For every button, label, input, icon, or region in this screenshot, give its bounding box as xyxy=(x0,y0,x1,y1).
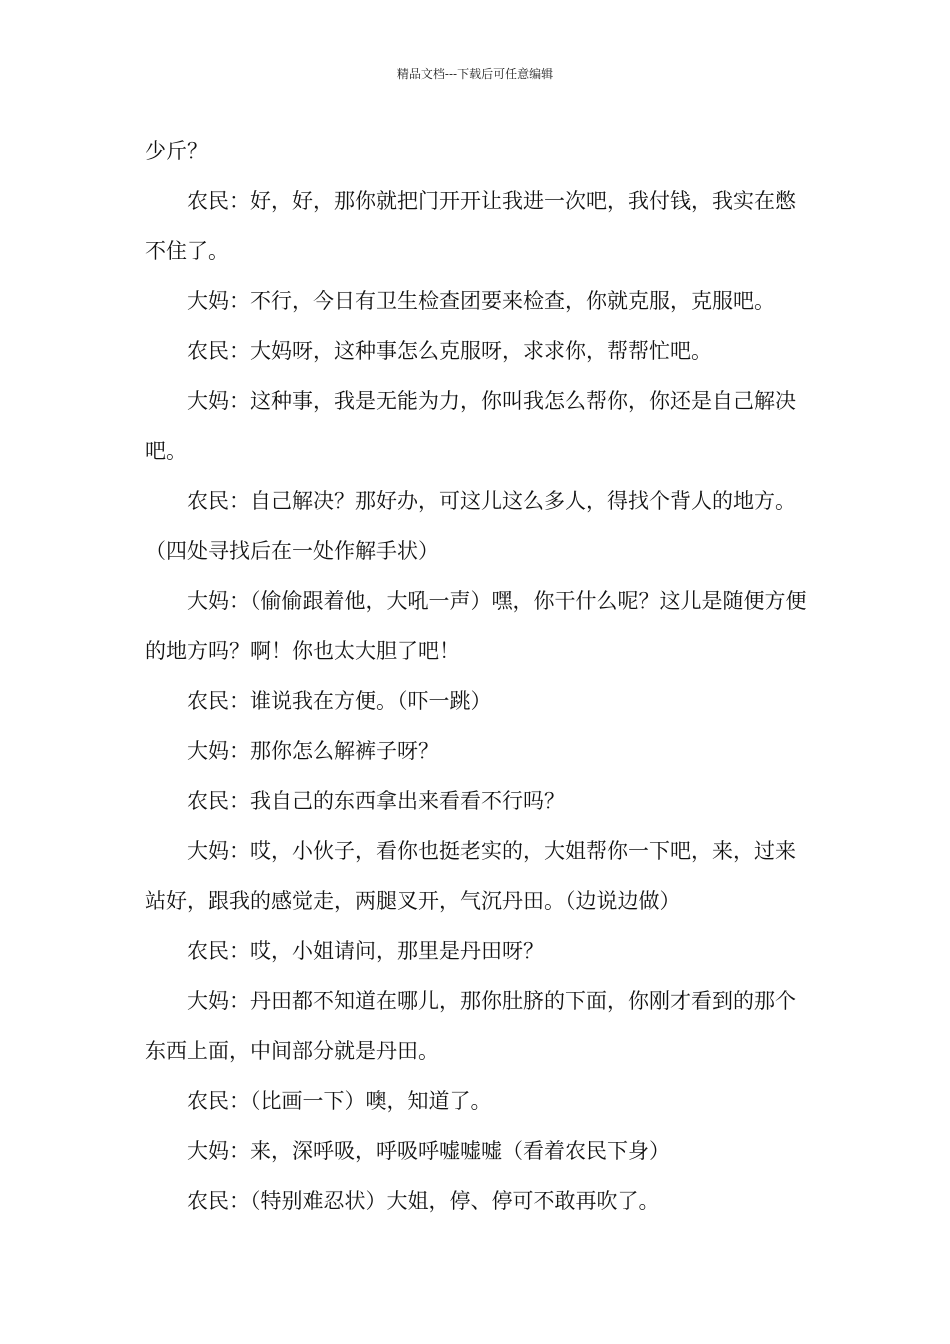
paragraph: 大妈：那你怎么解裤子呀？ xyxy=(187,739,439,763)
paragraph: 大妈：丹田都不知道在哪儿，那你肚脐的下面，你刚才看到的那个东西上面，中间部分就是丹田。 xyxy=(145,989,796,1063)
paragraph: 大妈：来，深呼吸，呼吸呼嘘嘘嘘（看着农民下身） xyxy=(187,1139,670,1163)
paragraph: 大妈：（偷偷跟着他，大吼一声）嘿，你干什么呢？这儿是随便方便的地方吗？啊！你也太大胆了吧！ xyxy=(145,589,807,663)
paragraph: 少斤？ xyxy=(145,139,208,163)
paragraph: 农民：好，好，那你就把门开开让我进一次吧，我付钱，我实在憋不住了。 xyxy=(145,189,796,263)
paragraph: 农民：大妈呀，这种事怎么克服呀，求求你，帮帮忙吧。 xyxy=(187,339,712,363)
document-body xyxy=(145,126,810,1226)
paragraph: 大妈：不行，今日有卫生检查团要来检查，你就克服，克服吧。 xyxy=(187,289,775,313)
paragraph: 农民：（比画一下）噢，知道了。 xyxy=(187,1089,492,1113)
paragraph: 大妈：哎，小伙子，看你也挺老实的，大姐帮你一下吧，来，过来站好，跟我的感觉走，两腿叉开，气沉丹田。（边说边做） xyxy=(145,839,796,913)
paragraph: 农民：哎，小姐请问，那里是丹田呀？ xyxy=(187,939,544,963)
paragraph: 农民：我自己的东西拿出来看看不行吗？ xyxy=(187,789,565,813)
header-text: 精品文档---下载后可任意编辑 xyxy=(396,67,554,81)
paragraph: 农民：自己解决？那好办，可这儿这么多人，得找个背人的地方。（四处寻找后在一处作解手状） xyxy=(145,489,796,563)
page-header xyxy=(0,66,950,82)
paragraph: 大妈：这种事，我是无能为力，你叫我怎么帮你，你还是自己解决吧。 xyxy=(145,389,796,463)
paragraph: 农民：（特别难忍状）大姐，停、停可不敢再吹了。 xyxy=(187,1189,660,1213)
paragraph: 农民：谁说我在方便。（吓一跳） xyxy=(187,689,492,713)
